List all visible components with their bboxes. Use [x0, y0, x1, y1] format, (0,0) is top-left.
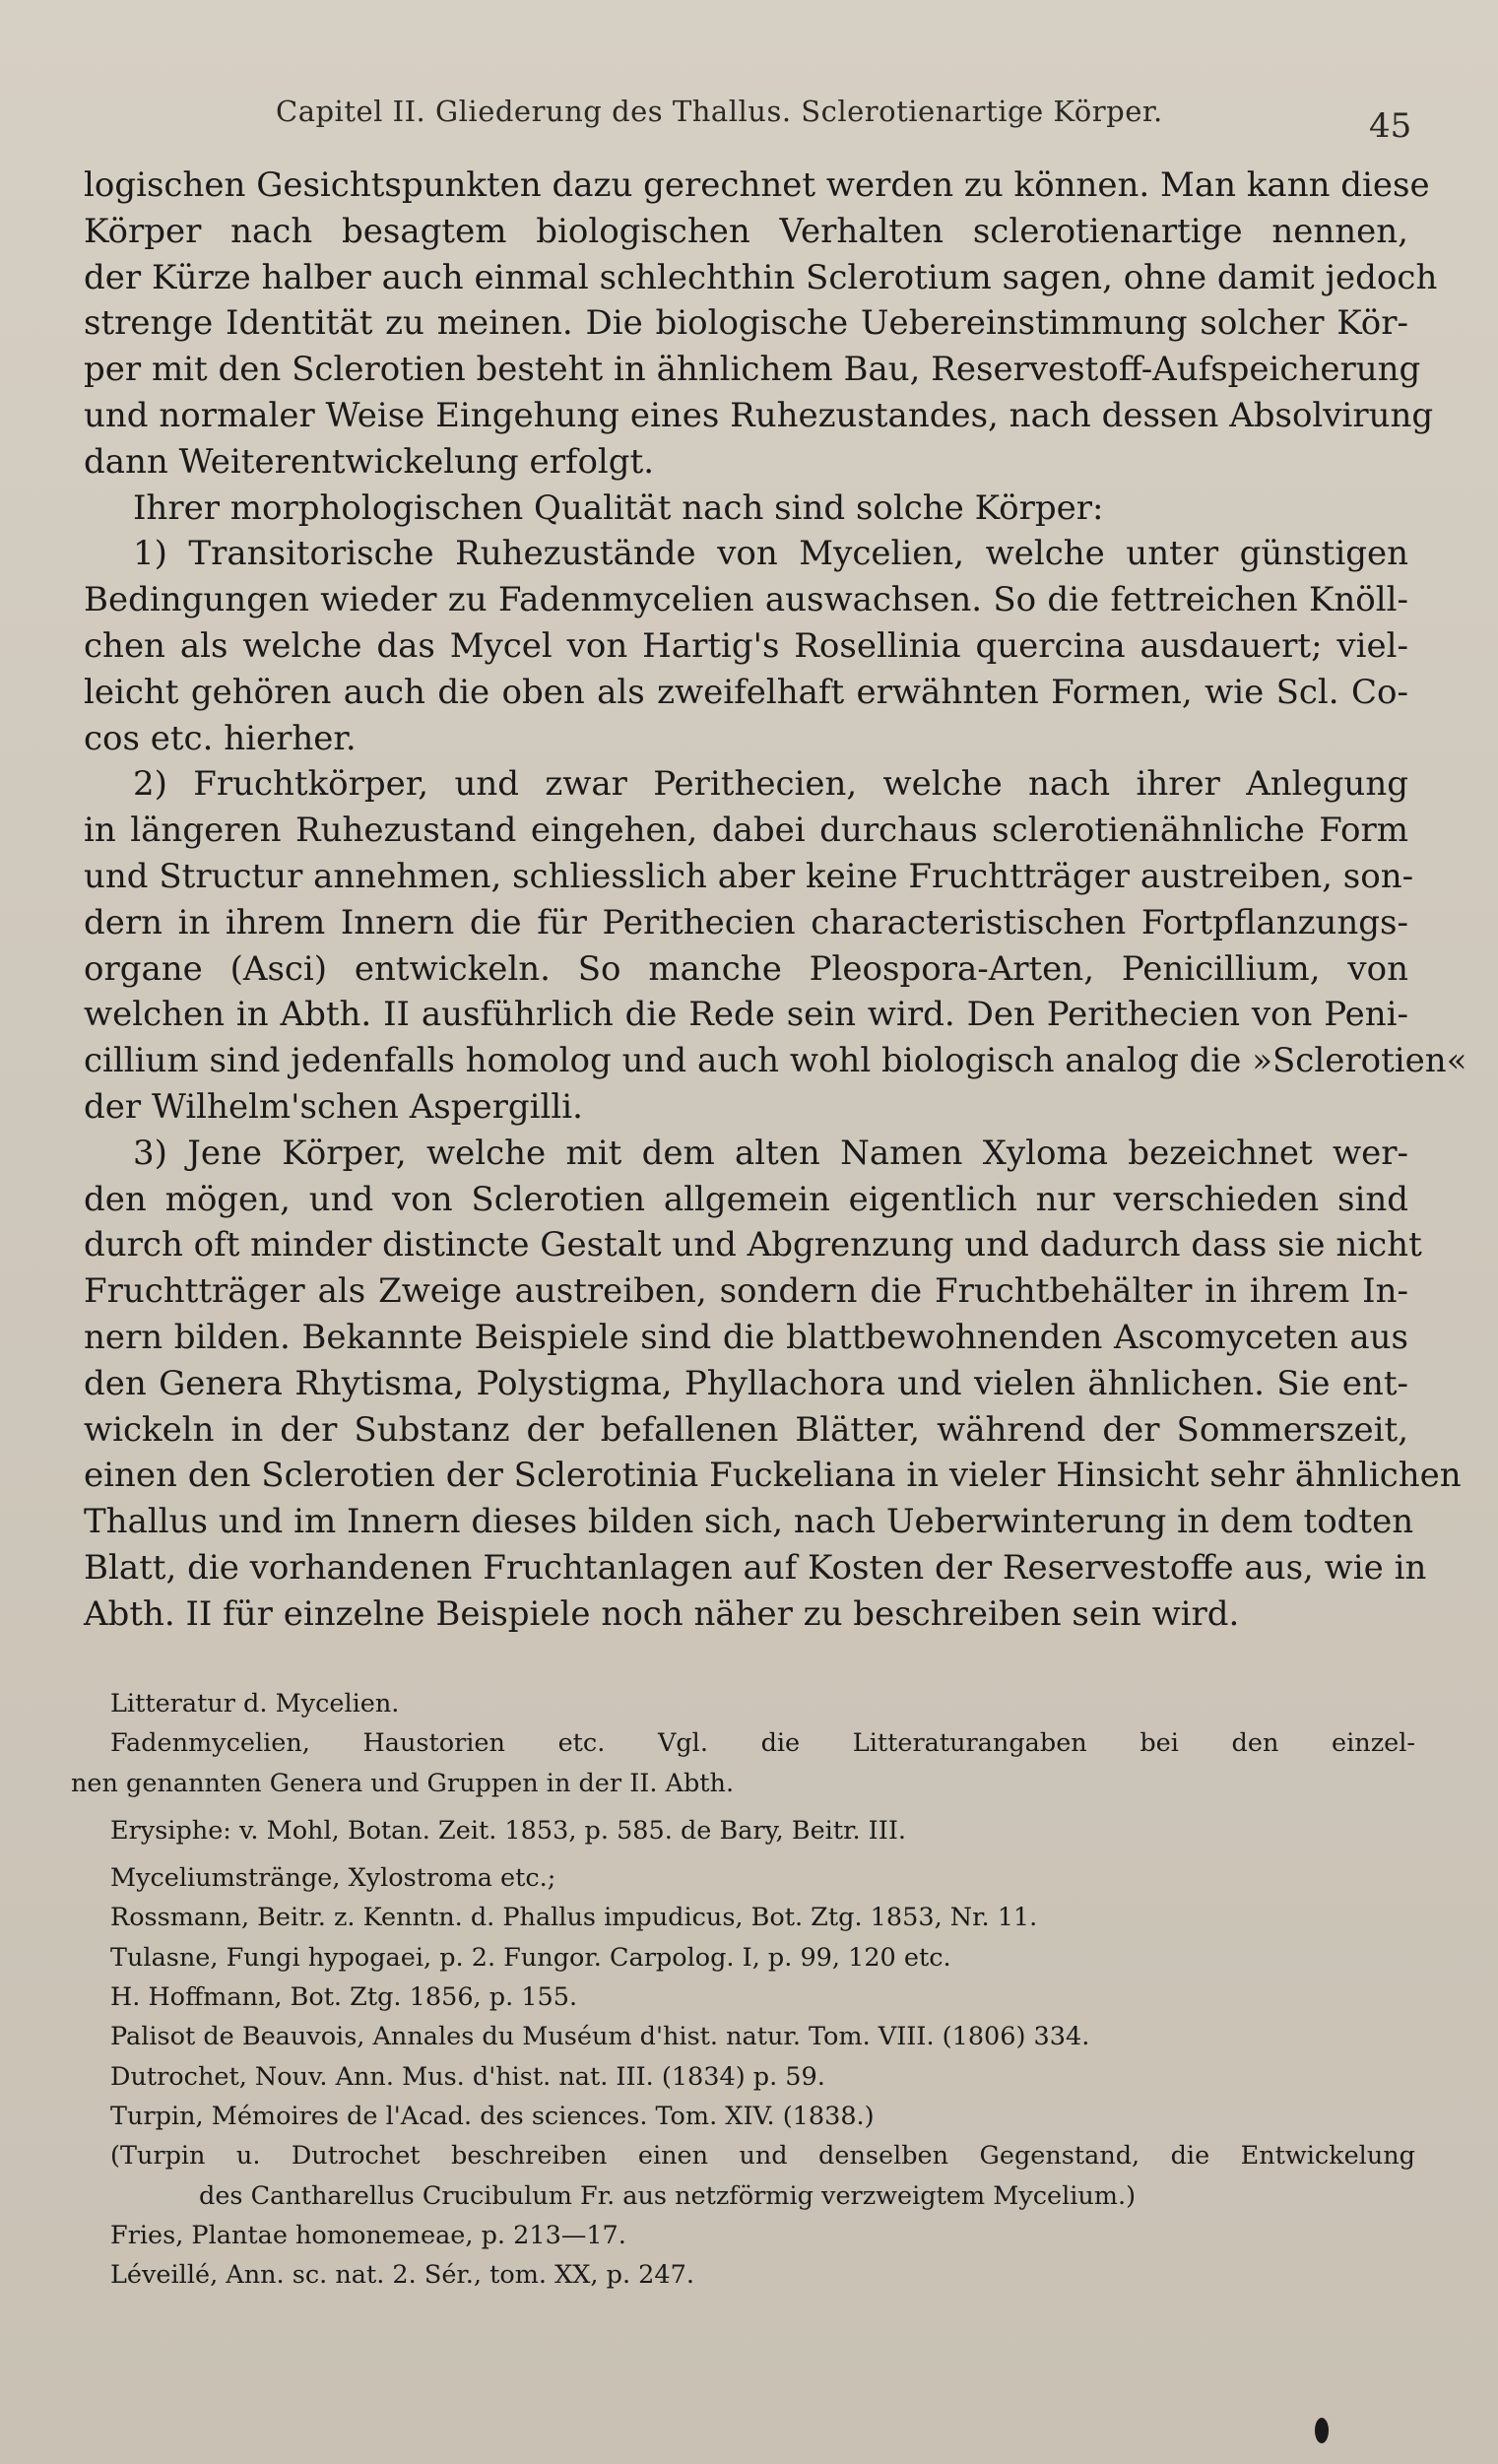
text-line: nern bilden. Bekannte Beispiele sind die blattbewohnenden Ascomyceten aus: [84, 1317, 1408, 1357]
text-line: und normaler Weise Eingehung eines Ruhezustandes, nach dessen Absolvirung: [84, 395, 1434, 435]
reference-entry: (Turpin u. Dutrochet beschreiben einen und denselben Gegenstand, die Entwickelung: [110, 2141, 1415, 2172]
text-line: der Wilhelm'schen Aspergilli.: [84, 1086, 583, 1127]
text-line: logischen Gesichtspunkten dazu gerechnet werden zu können. Man kann diese: [84, 165, 1430, 205]
text-line: durch oft minder distincte Gestalt und Abgrenzung und dadurch dass sie nicht: [84, 1225, 1422, 1265]
reference-entry: Fries, Plantae homonemeae, p. 213—17.: [110, 2220, 626, 2250]
body-text: [84, 162, 1467, 1638]
text-line: einen den Sclerotien der Sclerotinia Fuckeliana in vieler Hinsicht sehr ähnlichen: [84, 1456, 1462, 1496]
references-heading: Litteratur d. Mycelien.: [110, 1689, 400, 1718]
text-line: per mit den Sclerotien besteht in ähnlichem Bau, Reservestoff-Aufspeicherung: [84, 350, 1421, 390]
text-line: strenge Identität zu meinen. Die biologische Uebereinstimmung solcher Kör-: [84, 303, 1408, 344]
reference-entry: Turpin, Mémoires de l'Acad. des sciences. Tom. XIV. (1838.): [110, 2101, 875, 2131]
text-line: 3) Jene Körper, welche mit dem alten Namen Xyloma bezeichnet wer-: [133, 1133, 1408, 1173]
page-number: 45: [1369, 106, 1412, 146]
reference-entry: Fadenmycelien, Haustorien etc. Vgl. die Litteraturangaben bei den einzel-: [110, 1728, 1415, 1759]
reference-entry: Erysiphe: v. Mohl, Botan. Zeit. 1853, p. 585. de Bary, Beitr. III.: [110, 1815, 906, 1846]
reference-entry: Tulasne, Fungi hypogaei, p. 2. Fungor. Carpolog. I, p. 99, 120 etc.: [110, 1942, 951, 1973]
text-line: Körper nach besagtem biologischen Verhalten sclerotienartige nennen,: [84, 211, 1408, 251]
page-header: [276, 95, 1438, 144]
text-line: chen als welche das Mycel von Hartig's Rosellinia quercina ausdauert; viel-: [84, 625, 1408, 666]
reference-subheading: Myceliumstränge, Xylostroma etc.;: [110, 1863, 556, 1894]
text-line: in längeren Ruhezustand eingehen, dabei durchaus sclerotienähnliche Form: [84, 811, 1408, 851]
text-line: cillium sind jedenfalls homolog und auch wohl biologisch analog die »Sclerotien«: [84, 1041, 1467, 1081]
text-line: der Kürze halber auch einmal schlechthin Sclerotium sagen, ohne damit jedoch: [84, 257, 1438, 297]
reference-entry: Léveillé, Ann. sc. nat. 2. Sér., tom. XX, p. 247.: [110, 2260, 694, 2291]
text-line: dann Weiterentwickelung erfolgt.: [84, 441, 655, 482]
reference-entry: des Cantharellus Crucibulum Fr. aus netzförmig verzweigtem Mycelium.): [199, 2180, 1137, 2211]
text-line: und Structur annehmen, schliesslich aber keine Fruchtträger austreiben, son-: [84, 856, 1414, 896]
text-line: cos etc. hierher.: [84, 718, 357, 758]
text-line: den mögen, und von Sclerotien allgemein eigentlich nur verschieden sind: [84, 1179, 1408, 1219]
text-line: 1) Transitorische Ruhezustände von Mycelien, welche unter günstigen: [133, 534, 1408, 574]
text-line: dern in ihrem Innern die für Perithecien characteristischen Fortpflanzungs-: [84, 902, 1408, 942]
reference-entry: Rossmann, Beitr. z. Kenntn. d. Phallus impudicus, Bot. Ztg. 1853, Nr. 11.: [110, 1903, 1038, 1933]
text-line: Ihrer morphologischen Qualität nach sind solche Körper:: [133, 487, 1104, 528]
text-line: Thallus und im Innern dieses bilden sich, nach Ueberwinterung in dem todten: [84, 1502, 1414, 1542]
reference-entry: Palisot de Beauvois, Annales du Muséum d'hist. natur. Tom. VIII. (1806) 334.: [110, 2022, 1090, 2052]
text-line: welchen in Abth. II ausführlich die Rede sein wird. Den Perithecien von Peni-: [84, 995, 1408, 1035]
text-line: Fruchtträger als Zweige austreiben, sondern die Fruchtbehälter in ihrem In-: [84, 1271, 1408, 1312]
text-line: leicht gehören auch die oben als zweifelhaft erwähnten Formen, wie Scl. Co-: [84, 672, 1408, 712]
running-head: Capitel II. Gliederung des Thallus. Sclerotienartige Körper.: [276, 95, 1163, 128]
text-line: Abth. II für einzelne Beispiele noch näher zu beschreiben sein wird.: [84, 1593, 1240, 1634]
text-line: organe (Asci) entwickeln. So manche Pleospora-Arten, Penicillium, von: [84, 948, 1408, 989]
references-section: [71, 1684, 1415, 2295]
ink-speck: [1315, 2418, 1329, 2443]
reference-entry: Dutrochet, Nouv. Ann. Mus. d'hist. nat. III. (1834) p. 59.: [110, 2061, 825, 2092]
text-line: Blatt, die vorhandenen Fruchtanlagen auf Kosten der Reservestoffe aus, wie in: [84, 1547, 1427, 1588]
reference-entry: H. Hoffmann, Bot. Ztg. 1856, p. 155.: [110, 1982, 578, 2013]
text-line: wickeln in der Substanz der befallenen Blätter, während der Sommerszeit,: [84, 1409, 1408, 1450]
text-line: den Genera Rhytisma, Polystigma, Phyllachora und vielen ähnlichen. Sie ent-: [84, 1363, 1408, 1403]
text-line: 2) Fruchtkörper, und zwar Perithecien, welche nach ihrer Anlegung: [133, 764, 1408, 805]
reference-entry: nen genannten Genera und Gruppen in der II. Abth.: [71, 1768, 735, 1798]
text-line: Bedingungen wieder zu Fadenmycelien auswachsen. So die fettreichen Knöll-: [84, 580, 1408, 620]
